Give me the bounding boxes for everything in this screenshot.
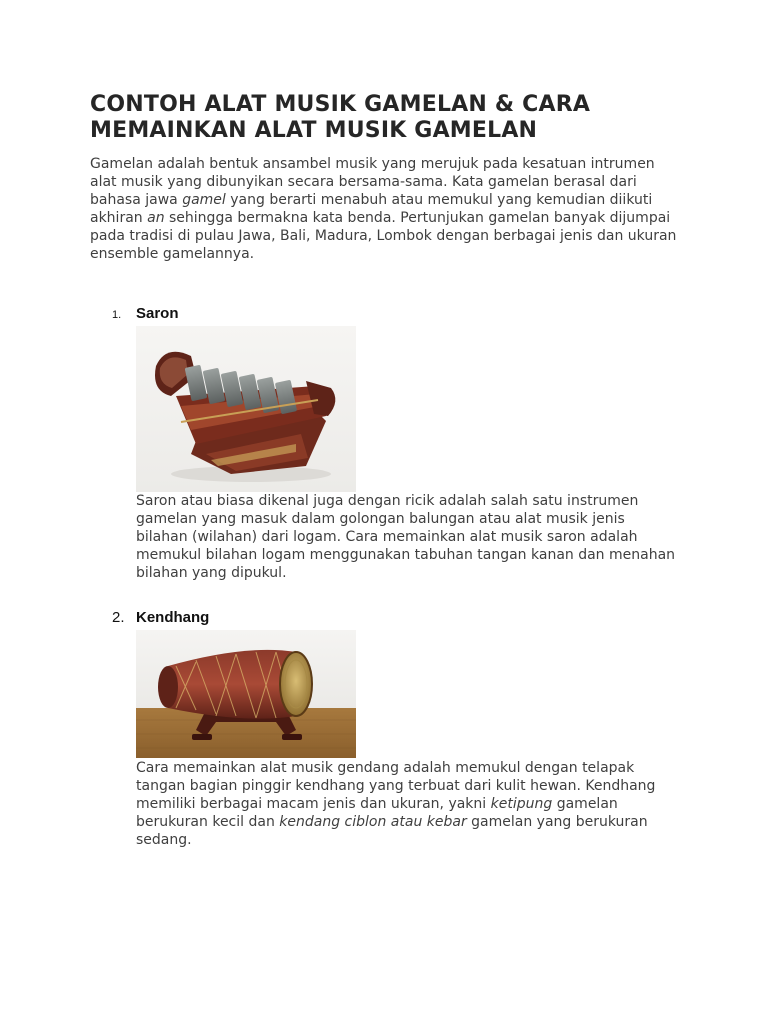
- kendhang-description: Cara memainkan alat musik gendang adalah memukul dengan telapak tangan bagian pinggir kendhang yang terbuat dari kulit hewan. Kendhang memiliki berbagai macam jenis dan ukuran, yakni ketipung gamelan berukuran kecil dan kendang ciblon atau kebar gamelan yang berukuran sedang.: [136, 760, 656, 848]
- kendhang-image: [136, 630, 356, 758]
- item-number: 2.: [112, 609, 125, 626]
- saron-image: [136, 326, 356, 492]
- item-heading-saron: [112, 305, 179, 322]
- item-heading-kendhang: [112, 609, 209, 626]
- item-number: 1.: [112, 309, 122, 321]
- intro-paragraph: Gamelan adalah bentuk ansambel musik yang merujuk pada kesatuan intrumen alat musik yang dibunyikan secara bersama-sama. Kata gamelan berasal dari bahasa jawa gamel yang berarti menabuh atau memukul yang kemudian diikuti akhiran an sehingga bermakna kata benda. Pertunjukan gamelan banyak dijumpai pada tradisi di pulau Jawa, Bali, Madura, Lombok dengan berbagai jenis dan ukuran ensemble gamelannya.: [90, 156, 677, 262]
- saron-description: Saron atau biasa dikenal juga dengan ricik adalah salah satu instrumen gamelan yang masuk dalam golongan balungan atau alat musik jenis bilahan (wilahan) dari logam. Cara memainkan alat musik saron adalah memukul bilahan logam menggunakan tabuhan tangan kanan dan menahan bilahan yang dipukul.: [136, 493, 676, 581]
- item-name: Saron: [136, 305, 179, 322]
- item-name: Kendhang: [136, 609, 210, 626]
- page-title: CONTOH ALAT MUSIK GAMELAN & CARA MEMAINKAN ALAT MUSIK GAMELAN: [90, 92, 591, 143]
